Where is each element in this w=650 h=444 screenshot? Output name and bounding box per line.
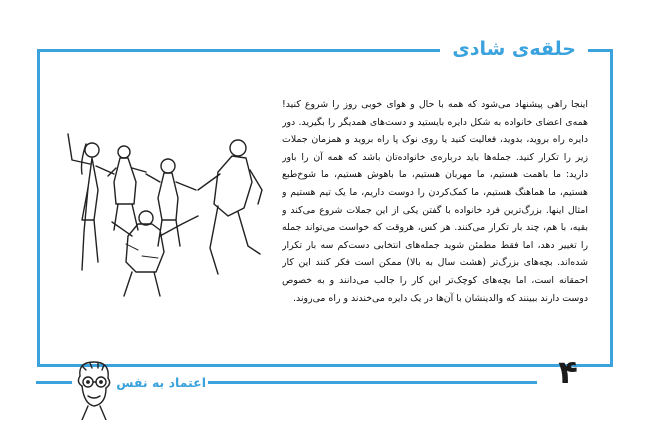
bottom-rule-left xyxy=(36,381,72,384)
bottom-rule-right xyxy=(208,381,537,384)
child-with-glasses-icon xyxy=(68,358,118,420)
body-paragraph: اینجا راهی پیشنهاد می‌شود که همه با حال و هوای خوبی روز را شروع کنید! همه‌ی اعضای خانواده به شکل دایره بایستید و دست‌های همدیگر را بگیرید. دور دایره راه بروید، بدوید، فعالیت کنید یا روی نوک پا راه بروید و همزمان جملات زیر را تکرار کنید. جمله‌ها باید درباره‌ی خانواده‌تان باشد که همه آن را باور دارید: ما باهمت هستیم، ما مهربان هستیم، ما باهوش هستیم، ما شوخ‌طبع هستیم، ما هماهنگ هستیم، ما کمک‌کردن را دوست داریم، ما یک تیم هستیم و امثال اینها. بزرگ‌ترین فرد خانواده با گفتن یکی از این جملات شروع می‌کند و بقیه، با هم، چند بار تکرار می‌کنند. هر کس، هروقت که خواست می‌تواند جمله را تغییر دهد، اما فقط مطمئن شوید جمله‌های انتخابی دست‌کم سه بار تکرار شده‌اند. بچه‌های بزرگ‌تر (هشت سال به بالا) ممکن است فکر کنند این کار احمقانه است، اما بچه‌های کوچک‌تر این کار را جالب می‌دانند و به خصوص دوست دارند ببینند که والدینشان با آن‌ها در یک دایره می‌خندند و راه می‌روند. xyxy=(282,99,588,304)
family-circle-dance-illustration xyxy=(62,112,272,302)
page-number: ۴ xyxy=(558,353,578,391)
section-footer-label: اعتماد به نفس xyxy=(116,375,206,390)
page-title: حلقه‌ی شادی xyxy=(440,36,588,62)
